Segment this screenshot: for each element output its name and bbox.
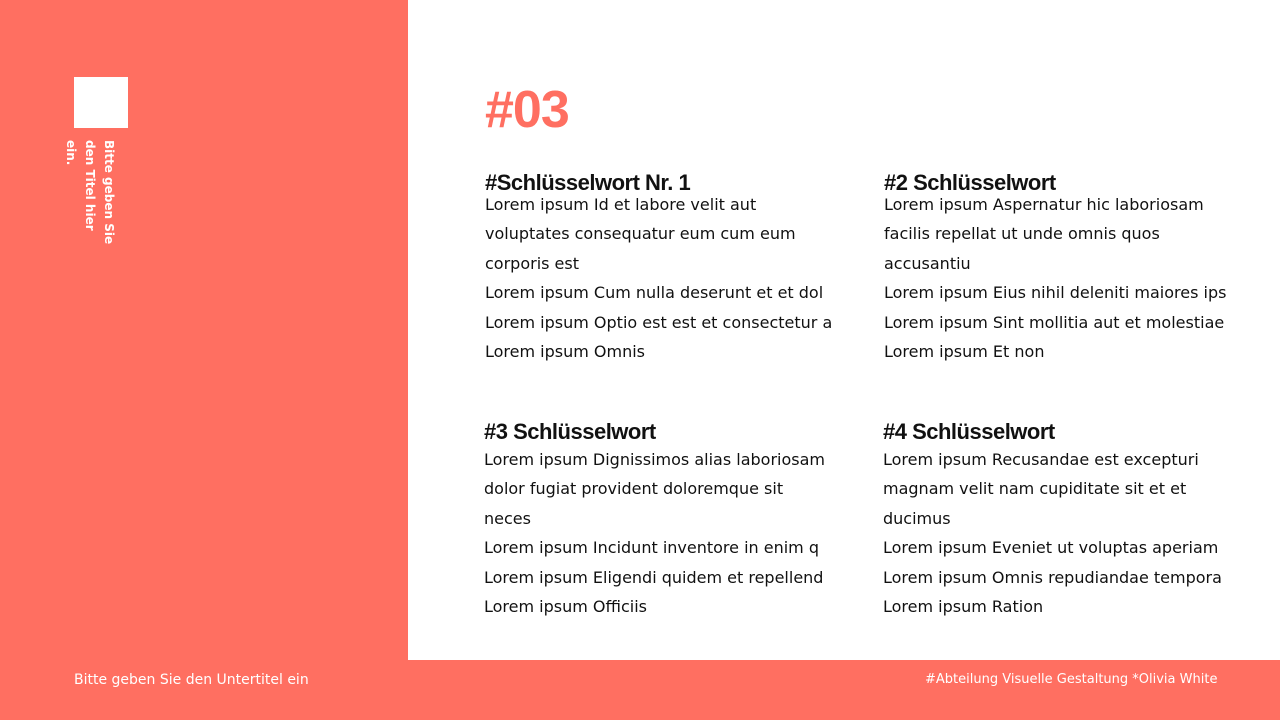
keyword-line[interactable]: Lorem ipsum Ration	[883, 597, 1044, 617]
keyword-line[interactable]: Lorem ipsum Eligendi quidem et repellend	[484, 567, 824, 587]
keyword-line[interactable]: Lorem ipsum Cum nulla deserunt et et dol	[485, 283, 824, 303]
left-accent-panel	[0, 0, 408, 720]
keyword-block-4	[883, 419, 1228, 621]
keyword-line[interactable]: Lorem ipsum Eveniet ut voluptas aperiam	[883, 538, 1219, 558]
department-footer[interactable]: #Abteilung Visuelle Gestaltung *Olivia White	[925, 672, 1218, 687]
keyword-line[interactable]: Lorem ipsum Sint mollitia aut et molestiae	[884, 312, 1225, 332]
keyword-line[interactable]: Lorem ipsum Omnis	[485, 342, 646, 362]
keyword-description[interactable]: Lorem ipsum Recusandae est excepturi magnam velit nam cupiditate sit et et ducimus	[883, 450, 1199, 528]
keyword-line[interactable]: Lorem ipsum Et non	[884, 342, 1045, 362]
keyword-line[interactable]: Lorem ipsum Officiis	[484, 597, 647, 617]
keyword-block-2	[884, 170, 1229, 366]
keyword-description[interactable]: Lorem ipsum Id et labore velit aut voluptates consequatur eum cum eum corporis est	[485, 195, 796, 273]
keyword-line[interactable]: Lorem ipsum Incidunt inventore in enim q	[484, 538, 819, 558]
keyword-block-3	[484, 419, 829, 621]
slide-number: #03	[485, 81, 569, 139]
subtitle-footer[interactable]: Bitte geben Sie den Untertitel ein	[74, 672, 309, 688]
logo-placeholder	[74, 77, 128, 128]
bottom-accent-bar	[0, 660, 1280, 720]
keyword-title[interactable]: #4 Schlüsselwort	[883, 419, 1055, 444]
keyword-line[interactable]: Lorem ipsum Optio est est et consectetur a	[485, 312, 833, 332]
keyword-title[interactable]: #2 Schlüsselwort	[884, 170, 1056, 195]
keyword-block-1	[485, 170, 833, 366]
keyword-title[interactable]: #Schlüsselwort Nr. 1	[485, 170, 691, 195]
keyword-title[interactable]: #3 Schlüsselwort	[484, 419, 656, 444]
keyword-description[interactable]: Lorem ipsum Dignissimos alias laboriosam dolor fugiat provident doloremque sit neces	[484, 450, 825, 528]
keyword-line[interactable]: Lorem ipsum Eius nihil deleniti maiores ips	[884, 283, 1227, 303]
keyword-line[interactable]: Lorem ipsum Omnis repudiandae tempora	[883, 567, 1222, 587]
vertical-title[interactable]: Bitte geben Sie den Titel hier ein.	[64, 140, 116, 245]
keyword-description[interactable]: Lorem ipsum Aspernatur hic laboriosam facilis repellat ut unde omnis quos accusantiu	[884, 195, 1204, 273]
